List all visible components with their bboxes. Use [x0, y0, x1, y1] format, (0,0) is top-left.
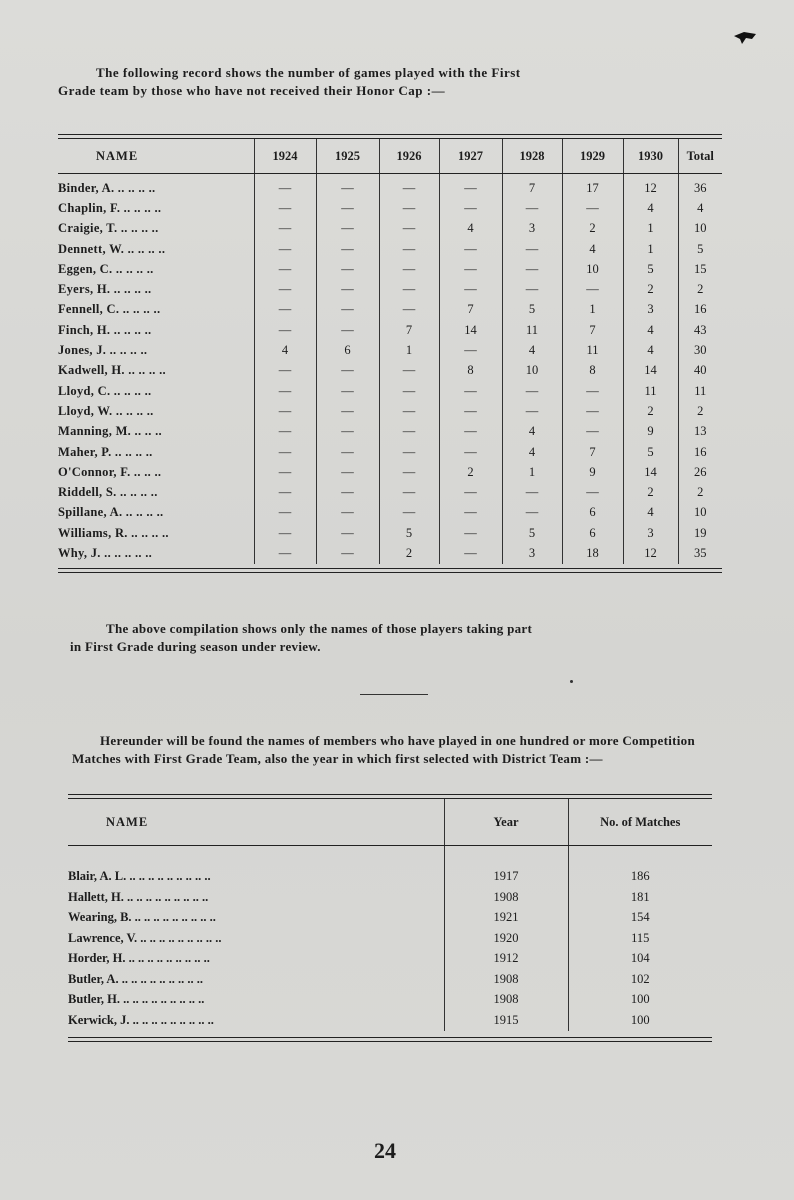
games-cell: —: [316, 422, 379, 442]
games-cell: —: [502, 259, 562, 279]
intro-line-1: The following record shows the number of games played with the First: [96, 65, 521, 80]
member-name: Blair, A. L. .. .. .. .. .. .. .. .. ..: [68, 869, 211, 884]
player-name: Williams, R. .. .. .. ..: [58, 525, 169, 540]
games-cell: —: [439, 482, 502, 502]
games-cell: —: [254, 523, 316, 543]
games-cell: 2: [678, 482, 722, 502]
games-cell: —: [379, 219, 439, 239]
games-cell: —: [379, 178, 439, 198]
games-cell: —: [439, 401, 502, 421]
player-name: Riddell, S. .. .. .. ..: [58, 485, 158, 500]
games-cell: —: [316, 442, 379, 462]
ink-blot-mark: [732, 30, 758, 46]
games-cell: —: [316, 503, 379, 523]
games-cell: 11: [623, 381, 678, 401]
games-cell: —: [316, 178, 379, 198]
games-cell: 19: [678, 523, 722, 543]
table-row: [68, 1010, 712, 1031]
header-1926: 1926: [379, 139, 439, 174]
games-cell: 14: [439, 320, 502, 340]
table-row: [58, 422, 722, 442]
games-cell: 5: [502, 300, 562, 320]
games-cell: 7: [439, 300, 502, 320]
games-cell: —: [439, 422, 502, 442]
games-cell: —: [439, 340, 502, 360]
year-cell: 1908: [444, 990, 568, 1011]
player-name: Finch, H. .. .. .. ..: [58, 322, 152, 337]
player-name: Manning, M. .. .. ..: [58, 424, 162, 439]
player-name: Maher, P. .. .. .. ..: [58, 444, 153, 459]
games-cell: 10: [678, 503, 722, 523]
player-name: Fennell, C. .. .. .. ..: [58, 302, 161, 317]
year-cell: 1921: [444, 908, 568, 929]
games-cell: —: [502, 482, 562, 502]
games-cell: —: [254, 239, 316, 259]
games-cell: —: [254, 361, 316, 381]
games-cell: 36: [678, 178, 722, 198]
games-cell: 4: [678, 198, 722, 218]
intro-line-2: Grade team by those who have not received their Honor Cap :—: [58, 83, 446, 98]
games-cell: 2: [678, 279, 722, 299]
games-cell: 14: [623, 361, 678, 381]
games-cell: 7: [502, 178, 562, 198]
hundred-matches-table: [68, 794, 712, 1042]
table-row: [58, 300, 722, 320]
games-cell: 3: [623, 300, 678, 320]
games-cell: —: [254, 300, 316, 320]
games-cell: —: [254, 422, 316, 442]
games-cell: 5: [623, 259, 678, 279]
header-1929: 1929: [562, 139, 623, 174]
games-cell: 11: [678, 381, 722, 401]
games-cell: 4: [502, 340, 562, 360]
games-cell: 15: [678, 259, 722, 279]
games-cell: 2: [439, 462, 502, 482]
player-name: Eggen, C. .. .. .. ..: [58, 261, 154, 276]
games-cell: —: [254, 543, 316, 563]
games-cell: —: [379, 198, 439, 218]
games-cell: 10: [678, 219, 722, 239]
table-row: [58, 381, 722, 401]
games-cell: 9: [623, 422, 678, 442]
table-row: [58, 239, 722, 259]
games-cell: —: [316, 300, 379, 320]
player-name: Eyers, H. .. .. .. ..: [58, 282, 152, 297]
member-name: Wearing, B. .. .. .. .. .. .. .. .. ..: [68, 910, 216, 925]
games-cell: —: [379, 442, 439, 462]
games-cell: 30: [678, 340, 722, 360]
games-cell: —: [254, 178, 316, 198]
table-row: [68, 949, 712, 970]
games-cell: —: [254, 259, 316, 279]
header-1930: 1930: [623, 139, 678, 174]
games-cell: 1: [623, 239, 678, 259]
games-cell: 4: [502, 442, 562, 462]
games-cell: 35: [678, 543, 722, 563]
games-cell: 3: [623, 523, 678, 543]
games-cell: —: [439, 178, 502, 198]
table-row: [58, 198, 722, 218]
games-cell: 6: [316, 340, 379, 360]
games-cell: 18: [562, 543, 623, 563]
games-cell: 6: [562, 523, 623, 543]
games-cell: —: [439, 503, 502, 523]
table-row: [58, 340, 722, 360]
table2-bottom-rule: [68, 1037, 712, 1042]
games-cell: —: [379, 361, 439, 381]
table-row: [58, 401, 722, 421]
games-cell: 2: [623, 279, 678, 299]
games-cell: 3: [502, 543, 562, 563]
games-cell: —: [316, 259, 379, 279]
games-cell: 7: [379, 320, 439, 340]
table-row: [68, 928, 712, 949]
games-cell: —: [316, 482, 379, 502]
games-cell: —: [502, 279, 562, 299]
matches-cell: 186: [568, 867, 712, 888]
games-cell: —: [316, 198, 379, 218]
games-cell: —: [379, 279, 439, 299]
games-cell: 4: [502, 422, 562, 442]
ink-dot: [570, 680, 573, 683]
games-cell: 2: [678, 401, 722, 421]
page-number: 24: [374, 1138, 396, 1163]
games-cell: —: [502, 198, 562, 218]
player-name: Chaplin, F. .. .. .. ..: [58, 200, 162, 215]
section-divider: [360, 694, 428, 695]
games-cell: 1: [623, 219, 678, 239]
games-cell: —: [254, 442, 316, 462]
games-cell: 12: [623, 543, 678, 563]
player-name: Dennett, W. .. .. .. ..: [58, 241, 166, 256]
games-cell: —: [562, 401, 623, 421]
player-name: Lloyd, W. .. .. .. ..: [58, 403, 154, 418]
games-cell: —: [379, 300, 439, 320]
note-line-2: in First Grade during season under review.: [70, 639, 321, 654]
games-cell: —: [254, 219, 316, 239]
games-cell: —: [316, 401, 379, 421]
games-cell: 1: [562, 300, 623, 320]
games-cell: 40: [678, 361, 722, 381]
games-cell: 4: [562, 239, 623, 259]
games-cell: —: [316, 320, 379, 340]
table-row: [58, 503, 722, 523]
table-bottom-rule: [58, 568, 722, 573]
games-cell: 2: [379, 543, 439, 563]
games-cell: —: [502, 381, 562, 401]
games-cell: —: [439, 198, 502, 218]
games-cell: —: [316, 361, 379, 381]
games-cell: 1: [502, 462, 562, 482]
table-row: [68, 908, 712, 929]
games-cell: 6: [562, 503, 623, 523]
table-row: [58, 361, 722, 381]
player-name: Kadwell, H. .. .. .. ..: [58, 363, 166, 378]
table-header-row: [58, 139, 722, 174]
member-name: Lawrence, V. .. .. .. .. .. .. .. .. ..: [68, 930, 222, 945]
table-row: [58, 523, 722, 543]
games-cell: —: [379, 503, 439, 523]
games-cell: —: [316, 523, 379, 543]
games-cell: —: [379, 482, 439, 502]
games-cell: 4: [623, 503, 678, 523]
games-cell: 12: [623, 178, 678, 198]
games-cell: —: [316, 239, 379, 259]
table-row: [58, 259, 722, 279]
games-cell: 5: [678, 239, 722, 259]
games-cell: 26: [678, 462, 722, 482]
header-1928: 1928: [502, 139, 562, 174]
hundred-matches-text: Hereunder will be found the names of members who have played in one hundred or more Competition Matches with First Grade Team, also the year in which first selected with District Team :—: [72, 733, 695, 766]
games-cell: 13: [678, 422, 722, 442]
games-cell: 2: [562, 219, 623, 239]
table-row: [68, 969, 712, 990]
games-cell: 14: [623, 462, 678, 482]
games-cell: 2: [623, 482, 678, 502]
games-cell: —: [316, 279, 379, 299]
compilation-note: [70, 620, 720, 656]
games-cell: —: [254, 381, 316, 401]
player-name: Jones, J. .. .. .. ..: [58, 343, 148, 358]
header-matches: No. of Matches: [568, 799, 712, 846]
games-cell: 4: [439, 219, 502, 239]
games-cell: —: [502, 401, 562, 421]
games-cell: —: [316, 219, 379, 239]
year-cell: 1908: [444, 969, 568, 990]
games-cell: —: [439, 523, 502, 543]
games-cell: 5: [379, 523, 439, 543]
games-cell: 10: [562, 259, 623, 279]
games-cell: 8: [562, 361, 623, 381]
games-cell: —: [502, 503, 562, 523]
games-cell: —: [439, 381, 502, 401]
games-cell: —: [379, 381, 439, 401]
games-cell: 3: [502, 219, 562, 239]
games-played-table: [58, 134, 722, 573]
table-row: [58, 320, 722, 340]
games-cell: 2: [623, 401, 678, 421]
year-cell: 1917: [444, 867, 568, 888]
intro-paragraph: [58, 64, 730, 100]
matches-cell: 104: [568, 949, 712, 970]
player-name: Craigie, T. .. .. .. ..: [58, 221, 159, 236]
games-cell: —: [439, 442, 502, 462]
player-name: O'Connor, F. .. .. ..: [58, 464, 162, 479]
games-cell: —: [562, 422, 623, 442]
player-name: Why, J. .. .. .. .. ..: [58, 545, 153, 560]
games-cell: 5: [623, 442, 678, 462]
games-cell: 17: [562, 178, 623, 198]
header-name: NAME: [68, 799, 444, 846]
games-cell: —: [562, 381, 623, 401]
games-cell: 7: [562, 320, 623, 340]
games-cell: 43: [678, 320, 722, 340]
member-name: Horder, H. .. .. .. .. .. .. .. .. ..: [68, 951, 210, 966]
hundred-matches-paragraph: [72, 732, 712, 768]
games-cell: —: [439, 543, 502, 563]
games-cell: 10: [502, 361, 562, 381]
games-cell: 16: [678, 442, 722, 462]
year-cell: 1915: [444, 1010, 568, 1031]
year-cell: 1920: [444, 928, 568, 949]
year-cell: 1912: [444, 949, 568, 970]
header-1927: 1927: [439, 139, 502, 174]
table-row: [68, 887, 712, 908]
games-cell: 11: [502, 320, 562, 340]
games-cell: —: [316, 543, 379, 563]
table-row: [68, 990, 712, 1011]
games-cell: —: [254, 401, 316, 421]
games-cell: —: [254, 198, 316, 218]
table2-header-row: [68, 799, 712, 846]
games-cell: —: [439, 259, 502, 279]
games-cell: —: [562, 198, 623, 218]
games-cell: 4: [623, 198, 678, 218]
games-cell: —: [562, 482, 623, 502]
table-row: [68, 867, 712, 888]
matches-cell: 102: [568, 969, 712, 990]
games-cell: —: [379, 239, 439, 259]
games-cell: —: [379, 422, 439, 442]
games-cell: —: [502, 239, 562, 259]
note-line-1: The above compilation shows only the names of those players taking part: [106, 621, 533, 636]
games-cell: —: [379, 462, 439, 482]
games-cell: —: [254, 279, 316, 299]
games-cell: —: [254, 482, 316, 502]
table-row: [58, 279, 722, 299]
member-name: Butler, A. .. .. .. .. .. .. .. .. ..: [68, 971, 203, 986]
matches-cell: 100: [568, 990, 712, 1011]
player-name: Lloyd, C. .. .. .. ..: [58, 383, 152, 398]
games-cell: 4: [623, 340, 678, 360]
header-total: Total: [678, 139, 722, 174]
header-1924: 1924: [254, 139, 316, 174]
member-name: Hallett, H. .. .. .. .. .. .. .. .. ..: [68, 889, 209, 904]
matches-cell: 115: [568, 928, 712, 949]
matches-cell: 100: [568, 1010, 712, 1031]
games-cell: —: [439, 239, 502, 259]
matches-cell: 181: [568, 887, 712, 908]
games-cell: 7: [562, 442, 623, 462]
table-row: [58, 462, 722, 482]
player-name: Spillane, A. .. .. .. ..: [58, 505, 164, 520]
header-year: Year: [444, 799, 568, 846]
games-cell: —: [316, 462, 379, 482]
matches-cell: 154: [568, 908, 712, 929]
games-cell: 1: [379, 340, 439, 360]
games-cell: 11: [562, 340, 623, 360]
games-cell: 5: [502, 523, 562, 543]
year-cell: 1908: [444, 887, 568, 908]
games-cell: 4: [254, 340, 316, 360]
header-1925: 1925: [316, 139, 379, 174]
games-cell: —: [379, 401, 439, 421]
games-cell: 9: [562, 462, 623, 482]
player-name: Binder, A. .. .. .. ..: [58, 180, 156, 195]
table-row: [58, 219, 722, 239]
table-row: [58, 442, 722, 462]
table-row: [58, 482, 722, 502]
games-cell: 4: [623, 320, 678, 340]
games-cell: 8: [439, 361, 502, 381]
games-cell: —: [562, 279, 623, 299]
member-name: Butler, H. .. .. .. .. .. .. .. .. ..: [68, 992, 205, 1007]
games-cell: 16: [678, 300, 722, 320]
games-cell: —: [254, 462, 316, 482]
member-name: Kerwick, J. .. .. .. .. .. .. .. .. ..: [68, 1012, 214, 1027]
games-cell: —: [254, 320, 316, 340]
table-row: [58, 178, 722, 198]
games-cell: —: [316, 381, 379, 401]
games-cell: —: [439, 279, 502, 299]
table-row: [58, 543, 722, 563]
games-cell: —: [254, 503, 316, 523]
games-cell: —: [379, 259, 439, 279]
header-name: NAME: [58, 139, 254, 174]
